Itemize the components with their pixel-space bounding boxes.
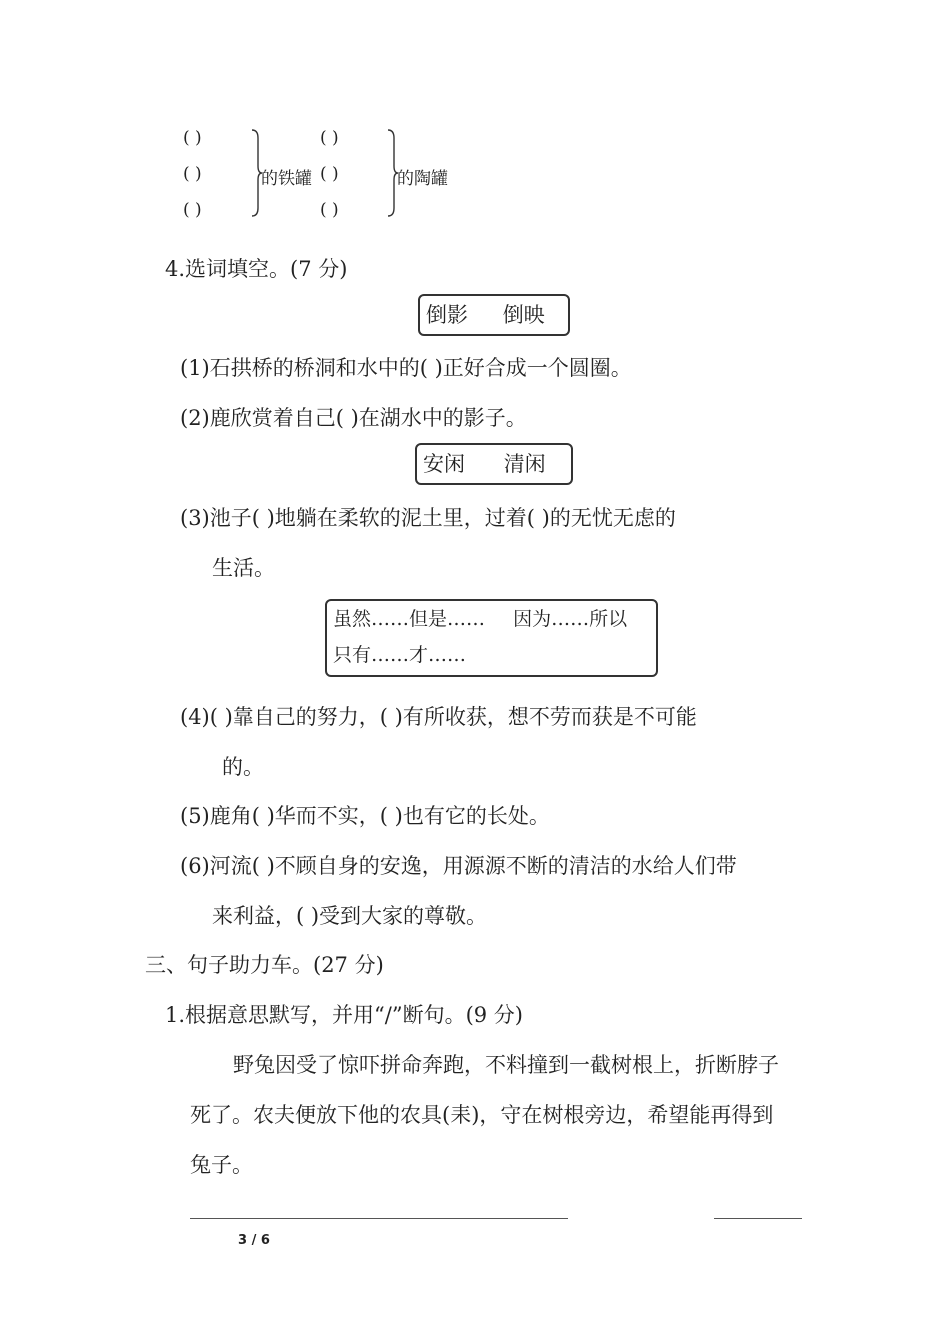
q4-item-1: (1)石拱桥的桥洞和水中的( )正好合成一个圆圈。 bbox=[180, 356, 632, 380]
word-box-2 bbox=[415, 443, 573, 485]
blank-paren: ( ) bbox=[183, 164, 202, 184]
q4-item-3-line-1: (3)池子( )地躺在柔软的泥土里，过着( )的无忧无虑的 bbox=[180, 506, 676, 530]
word-option: 清闲 bbox=[503, 452, 546, 476]
q4-item-5: (5)鹿角( )华而不实，( )也有它的长处。 bbox=[180, 804, 550, 828]
section-3-q1-title: 1.根据意思默写，并用“/”断句。(9 分) bbox=[165, 1003, 524, 1027]
blank-paren: ( ) bbox=[320, 128, 339, 148]
word-option: 倒影 bbox=[426, 303, 468, 327]
word-option: 虽然……但是…… bbox=[333, 608, 486, 630]
blank-paren: ( ) bbox=[320, 164, 339, 184]
q4-item-3-line-2: 生活。 bbox=[212, 556, 275, 580]
q4-item-4-line-1: (4)( )靠自己的努力，( )有所收获，想不劳而获是不可能 bbox=[180, 705, 697, 729]
q4-item-2: (2)鹿欣赏着自己( )在湖水中的影子。 bbox=[180, 406, 527, 430]
q4-title: 4.选词填空。(7 分) bbox=[165, 257, 348, 281]
word-option: 倒映 bbox=[502, 303, 545, 327]
q4-item-6-line-2: 来利益，( )受到大家的尊敬。 bbox=[212, 904, 488, 928]
right-paren-column bbox=[320, 120, 339, 228]
answer-line bbox=[190, 1218, 568, 1219]
word-option: 只有……才…… bbox=[333, 644, 467, 666]
q4-item-4-line-2: 的。 bbox=[222, 755, 264, 779]
left-paren-column bbox=[183, 120, 202, 228]
word-box-3 bbox=[325, 599, 658, 677]
section-3-title: 三、句子助力车。(27 分) bbox=[145, 953, 384, 977]
paragraph-line-2: 死了。农夫便放下他的农具(耒)，守在树根旁边，希望能再得到 bbox=[190, 1103, 774, 1127]
paragraph-line-1: 野兔因受了惊吓拼命奔跑，不料撞到一截树根上，折断脖子 bbox=[233, 1053, 779, 1077]
paragraph-line-3: 兔子。 bbox=[190, 1153, 253, 1177]
blank-paren: ( ) bbox=[183, 200, 202, 220]
blank-paren: ( ) bbox=[320, 200, 339, 220]
label-iron-pot: 的铁罐 bbox=[261, 169, 312, 189]
q4-item-6-line-1: (6)河流( )不顾自身的安逸，用源源不断的清洁的水给人们带 bbox=[180, 854, 737, 878]
word-box-1 bbox=[418, 294, 570, 336]
label-clay-pot: 的陶罐 bbox=[397, 169, 448, 189]
word-option: 因为……所以 bbox=[513, 608, 628, 630]
page-number: 3 / 6 bbox=[238, 1233, 270, 1248]
answer-line bbox=[714, 1218, 802, 1219]
blank-paren: ( ) bbox=[183, 128, 202, 148]
word-option: 安闲 bbox=[423, 452, 465, 476]
